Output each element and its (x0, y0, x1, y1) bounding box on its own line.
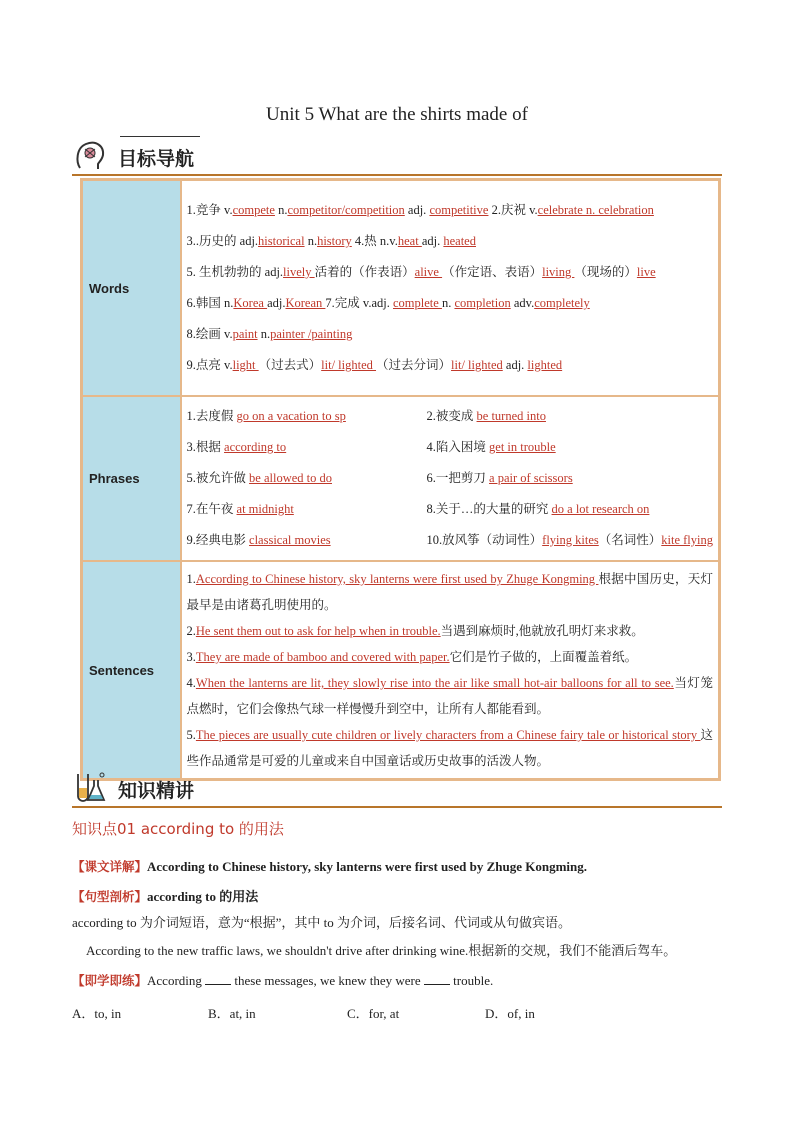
sentence-answer: He sent them out to ask for help when in trouble. (195, 624, 441, 638)
phrase-line (187, 401, 713, 432)
flask-icon (72, 770, 108, 804)
phrase-answer: be turned into (476, 409, 546, 423)
word-line (187, 226, 713, 257)
phrase-answer: go on a vacation to sp (236, 409, 346, 423)
word-answer: lit/ lighted (451, 358, 503, 372)
sentences-header: Sentences (82, 561, 181, 779)
phrase-answer: at midnight (236, 502, 294, 516)
phrase-answer: do a lot research on (551, 502, 650, 516)
word-prompt: adj. (404, 203, 430, 217)
word-prompt: （作定语、表语） (442, 265, 543, 279)
word-prompt: adj. (421, 234, 444, 248)
phrase-item (187, 494, 427, 525)
word-line (187, 288, 713, 319)
word-prompt: 6.韩国 n. (186, 296, 234, 310)
word-prompt: adj. (267, 296, 286, 310)
sentences-content (181, 561, 719, 779)
sentence-prompt: 它们是竹子做的，上面覆盖着纸。 (449, 650, 638, 664)
sentence-prompt: 这些作品通常是可爱的儿童或来自中国童话或历史故事的活泼人物。 (186, 728, 713, 768)
vocabulary-table (80, 178, 721, 781)
word-answer: live (636, 265, 656, 279)
word-prompt: n. (274, 203, 288, 217)
header-top-line (120, 136, 200, 137)
phrase-answer: classical movies (249, 533, 331, 547)
phrase-prompt: 5.被允许做 (186, 471, 250, 485)
word-answer: historical (258, 234, 305, 248)
text-explanation-line (72, 857, 587, 875)
phrase-prompt: 7.在午夜 (186, 502, 237, 516)
sentence-prompt: 3. (186, 650, 196, 664)
question-part: trouble. (449, 973, 494, 988)
phrase-prompt: 6.一把剪刀 (426, 471, 490, 485)
word-answer: history (317, 234, 352, 248)
usage-example: According to the new traffic laws, we shouldn't drive after drinking wine.根据新的交规，我们不能酒后驾车。 (86, 943, 677, 958)
phrase-prompt: 8.关于…的大量的研究 (426, 502, 552, 516)
word-answer: celebrate n. celebration (537, 203, 654, 217)
word-answer: lively (283, 265, 315, 279)
phrase-item (427, 401, 546, 432)
sentences-row (82, 561, 719, 779)
sentence-line (187, 618, 713, 644)
word-prompt: 3..历史的 adj. (186, 234, 259, 248)
section-label: 目标导航 (118, 148, 195, 170)
word-answer: compete (232, 203, 275, 217)
word-line (187, 195, 713, 226)
word-line (187, 319, 713, 350)
word-prompt: 8.绘画 v. (186, 327, 233, 341)
phrase-line (187, 525, 713, 556)
word-answer: Korean (285, 296, 326, 310)
usage-explanation: according to 为介词短语，意为“根据”，其中 to 为介词，后接名词、代词或从句做宾语。 (72, 915, 572, 930)
brain-head-icon (72, 138, 108, 172)
word-prompt: （过去分词） (376, 358, 452, 372)
phrase-line (187, 432, 713, 463)
answer-blank[interactable] (205, 972, 231, 985)
pattern-analysis-line (72, 886, 258, 905)
knowledge-point-heading: 知识点01 according to 的用法 (72, 820, 284, 838)
word-answer: completion (454, 296, 511, 310)
word-answer: heat (397, 234, 422, 248)
word-prompt: （过去式） (258, 358, 322, 372)
word-answer: completely (534, 296, 590, 310)
word-prompt: 7.完成 v.adj. (325, 296, 393, 310)
word-prompt: 4.热 n.v. (351, 234, 398, 248)
phrase-answer: a pair of scissors (489, 471, 573, 485)
word-line (187, 350, 713, 381)
tag-label: 【句型剖析】 (72, 889, 148, 904)
section-rule (72, 806, 722, 808)
word-answer: lighted (527, 358, 563, 372)
word-prompt: adj. (502, 358, 528, 372)
sentence-prompt: 当遇到麻烦时,他就放孔明灯来求救。 (440, 624, 644, 638)
question-part: According (147, 973, 206, 988)
section-knowledge (72, 770, 722, 804)
sentence-prompt: 5. (186, 728, 196, 742)
word-answer: Korea (233, 296, 268, 310)
phrases-header: Phrases (82, 396, 181, 561)
word-answer: competitive (429, 203, 489, 217)
phrase-item (427, 432, 556, 463)
answer-blank[interactable] (424, 972, 450, 985)
phrase-item (187, 432, 427, 463)
phrase-item (187, 463, 427, 494)
sentence-answer: When the lanterns are lit, they slowly rise into the air like small hot-air balloons for all to see. (195, 676, 674, 690)
phrase-item (427, 525, 713, 556)
phrase-prompt: 9.经典电影 (186, 533, 250, 547)
phrase-prompt: 2.被变成 (426, 409, 477, 423)
phrase-prompt: 1.去度假 (186, 409, 237, 423)
tag-label: 【课文详解】 (72, 859, 148, 874)
word-prompt: 5. 生机勃勃的 adj. (186, 265, 284, 279)
question-part: these messages, we knew they were (231, 973, 424, 988)
word-prompt: 2.庆祝 v. (488, 203, 538, 217)
phrase-answer: flying kites (542, 533, 599, 547)
sentence-line (187, 566, 713, 618)
phrase-prompt: 3.根据 (186, 440, 225, 454)
phrase-line (187, 494, 713, 525)
sentence-prompt: 根据中国历史，天灯最早是由诸葛孔明使用的。 (186, 572, 713, 612)
word-prompt: 活着的（作表语） (314, 265, 415, 279)
pattern-title: according to 的用法 (147, 889, 259, 904)
tag-label: 【即学即练】 (72, 973, 148, 988)
phrase-answer: get in trouble (489, 440, 556, 454)
phrase-item (427, 494, 650, 525)
word-answer: painter /painting (270, 327, 353, 341)
word-prompt: （现场的） (574, 265, 637, 279)
phrases-content (181, 396, 719, 561)
word-answer: lit/ lighted (321, 358, 377, 372)
phrase-answer: be allowed to do (249, 471, 332, 485)
phrase-item (187, 525, 427, 556)
word-prompt: 9.点亮 v. (186, 358, 233, 372)
phrase-answer: kite flying (661, 533, 713, 547)
word-answer: alive (414, 265, 443, 279)
word-prompt: 1.竞争 v. (186, 203, 233, 217)
sentence-answer: The pieces are usually cute children or lively characters from a Chinese fairy tale or historical story (195, 728, 701, 742)
practice-line (72, 971, 493, 989)
word-prompt: n. (304, 234, 318, 248)
word-answer: living (542, 265, 575, 279)
sentence-prompt: 4. (186, 676, 196, 690)
word-answer: heated (443, 234, 476, 248)
sentence-answer: According to Chinese history, sky lanterns were first used by Zhuge Kongming (195, 572, 599, 586)
phrase-line (187, 463, 713, 494)
word-answer: paint (232, 327, 258, 341)
phrase-prompt: （名词性） (598, 533, 662, 547)
sentence-answer: They are made of bamboo and covered with paper. (195, 650, 450, 664)
sentence-prompt: 当灯笼点燃时，它们会像热气球一样慢慢升到空中，让所有人都能看到。 (186, 676, 713, 716)
section-rule (72, 174, 722, 176)
words-row (82, 180, 719, 396)
sentence-line (187, 722, 713, 774)
phrase-answer: according to (224, 440, 287, 454)
page-title: Unit 5 What are the shirts made of (266, 104, 528, 125)
word-answer: competitor/competition (287, 203, 405, 217)
section-label: 知识精讲 (118, 780, 195, 802)
phrase-item (187, 401, 427, 432)
word-prompt: n. (441, 296, 455, 310)
option-d[interactable]: D．of, in (485, 1006, 535, 1021)
sentence-line (187, 670, 713, 722)
word-answer: complete (393, 296, 442, 310)
words-content (181, 180, 719, 396)
phrases-row (82, 396, 719, 561)
sentence-prompt: 1. (186, 572, 196, 586)
example-sentence: According to Chinese history, sky lanterns were first used by Zhuge Kongming. (147, 859, 587, 874)
section-target-navigation (72, 138, 722, 172)
phrase-prompt: 10.放风筝（动词性） (426, 533, 543, 547)
option-c[interactable]: C．for, at (347, 1006, 400, 1021)
word-prompt: n. (257, 327, 271, 341)
word-line (187, 257, 713, 288)
sentence-line (187, 644, 713, 670)
option-a[interactable]: A．to, in (72, 1006, 122, 1021)
word-answer: light (232, 358, 259, 372)
phrase-item (427, 463, 573, 494)
sentence-prompt: 2. (186, 624, 196, 638)
phrase-prompt: 4.陷入困境 (426, 440, 490, 454)
words-header: Words (82, 180, 181, 396)
word-prompt: adv. (510, 296, 535, 310)
option-b[interactable]: B．at, in (208, 1006, 256, 1021)
